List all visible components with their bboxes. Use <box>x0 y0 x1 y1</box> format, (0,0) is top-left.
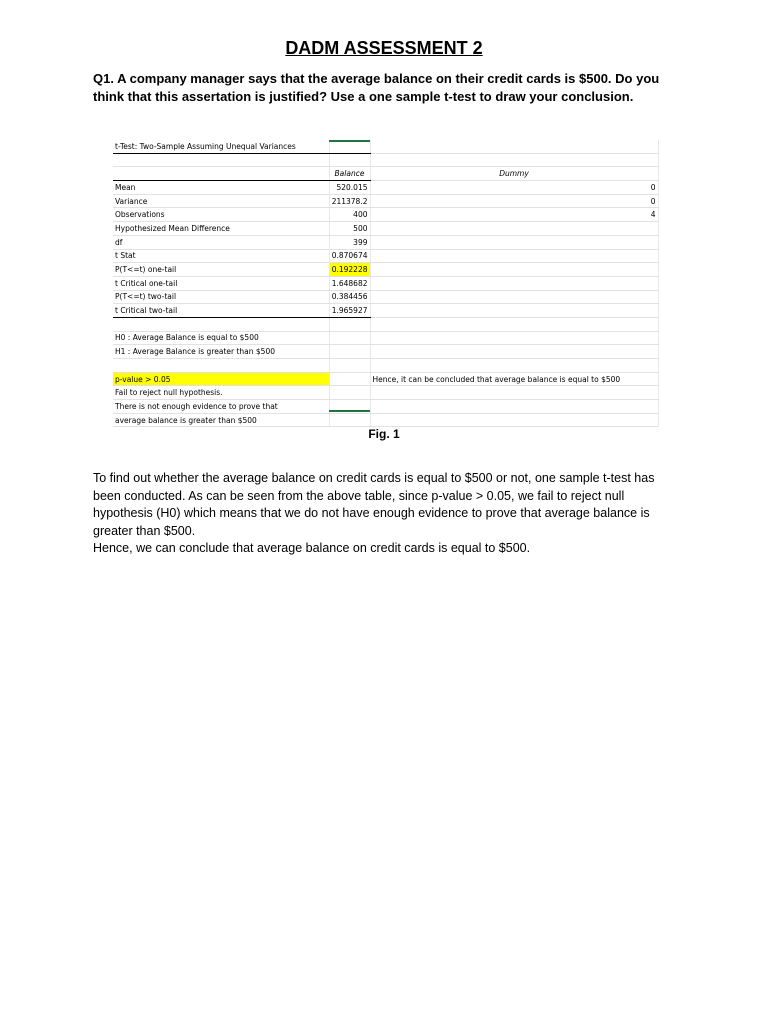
row-label: P(T<=t) two-tail <box>113 290 329 304</box>
table-row <box>113 276 658 290</box>
answer-text <box>93 470 683 558</box>
dummy-value <box>370 249 658 263</box>
table-row <box>113 208 658 222</box>
column-header-dummy: Dummy <box>370 167 658 181</box>
dummy-value: 4 <box>370 208 658 222</box>
fail-to-reject-note: Fail to reject null hypothesis. <box>113 386 329 400</box>
row-label: t Critical two-tail <box>113 304 329 318</box>
dummy-value <box>370 276 658 290</box>
balance-value: 520.015 <box>329 181 370 195</box>
document-title: DADM ASSESSMENT 2 <box>285 38 483 58</box>
balance-value: 1.965927 <box>329 304 370 318</box>
balance-value: 211378.2 <box>329 194 370 208</box>
spreadsheet-figure <box>113 140 658 425</box>
dummy-value <box>370 235 658 249</box>
row-label: Variance <box>113 194 329 208</box>
dummy-value: 0 <box>370 181 658 195</box>
dummy-value <box>370 304 658 318</box>
balance-value: 400 <box>329 208 370 222</box>
table-row <box>113 194 658 208</box>
table-row <box>113 249 658 263</box>
row-label: t Stat <box>113 249 329 263</box>
alternative-hypothesis: H1 : Average Balance is greater than $500 <box>113 345 329 359</box>
t-test-table <box>113 140 659 427</box>
evidence-note-line1: There is not enough evidence to prove that <box>113 400 329 414</box>
null-hypothesis: H0 : Average Balance is equal to $500 <box>113 331 329 345</box>
table-row <box>113 263 658 277</box>
table-heading: t-Test: Two-Sample Assuming Unequal Variances <box>113 140 329 153</box>
row-label: t Critical one-tail <box>113 276 329 290</box>
question-text: Q1. A company manager says that the average balance on their credit cards is $500. Do you think that this assertation is justified? Use a one sample t-test to draw your conclusion. <box>93 71 660 104</box>
balance-value: 500 <box>329 222 370 236</box>
table-row <box>113 235 658 249</box>
p-value-highlighted: 0.192228 <box>329 263 370 277</box>
table-row <box>113 290 658 304</box>
balance-value: 0.870674 <box>329 249 370 263</box>
row-label: Hypothesized Mean Difference <box>113 222 329 236</box>
answer-paragraph: To find out whether the average balance on credit cards is equal to $500 or not, one sample t-test has been conducted. As can be seen from the above table, since p-value > 0.05, we fail to reject null hypothesis (H0) which means that we do not have enough evidence to prove that average balance is greater than $500. <box>93 471 655 538</box>
row-label: df <box>113 235 329 249</box>
cell-selection-bottom <box>329 410 370 412</box>
row-label: Mean <box>113 181 329 195</box>
figure-caption: Fig. 1 <box>368 427 400 441</box>
balance-value: 1.648682 <box>329 276 370 290</box>
balance-value: 399 <box>329 235 370 249</box>
dummy-value <box>370 290 658 304</box>
cell-selection-top <box>329 140 370 142</box>
evidence-note-line2: average balance is greater than $500 <box>113 413 329 427</box>
row-label: P(T<=t) one-tail <box>113 263 329 277</box>
column-header-balance: Balance <box>329 167 370 181</box>
p-value-note: p-value > 0.05 <box>113 372 329 386</box>
table-row <box>113 222 658 236</box>
row-label: Observations <box>113 208 329 222</box>
table-row <box>113 304 658 318</box>
dummy-value: 0 <box>370 194 658 208</box>
dummy-value <box>370 263 658 277</box>
balance-value: 0.384456 <box>329 290 370 304</box>
conclusion-note: Hence, it can be concluded that average balance is equal to $500 <box>370 372 658 386</box>
dummy-value <box>370 222 658 236</box>
table-row <box>113 181 658 195</box>
conclusion-paragraph: Hence, we can conclude that average balance on credit cards is equal to $500. <box>93 541 531 555</box>
